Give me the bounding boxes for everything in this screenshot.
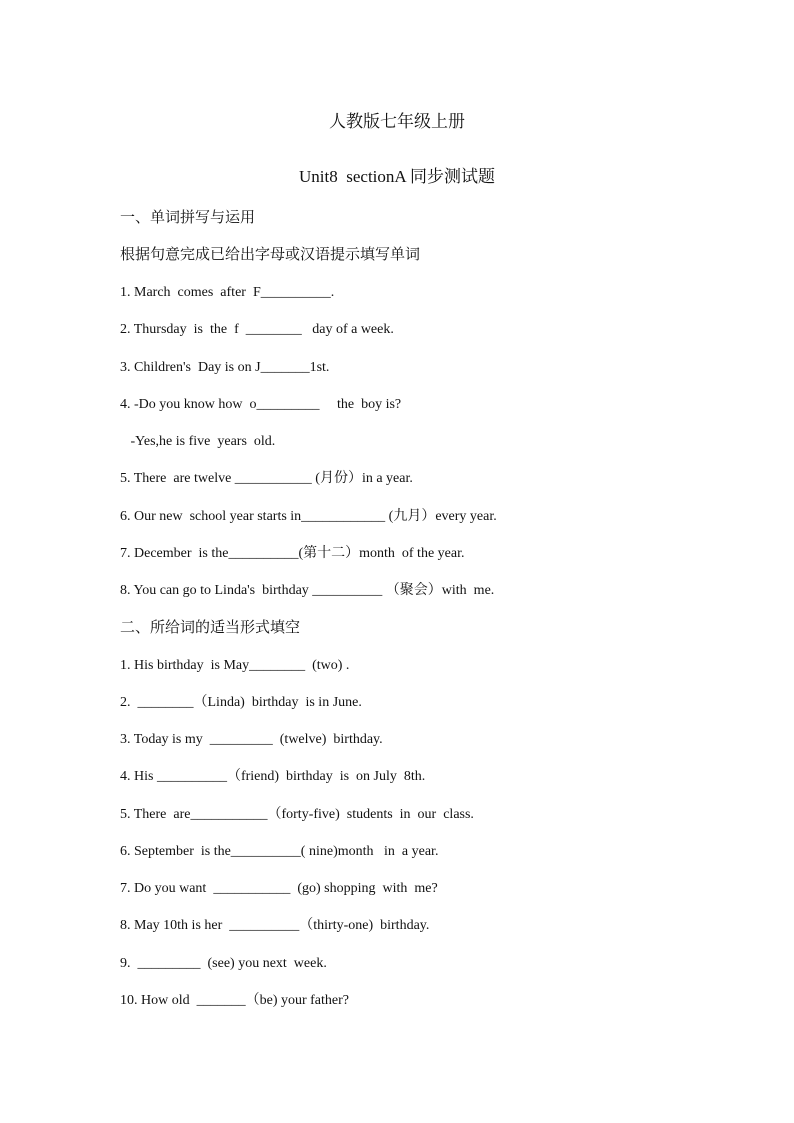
part1-heading: 一、单词拼写与运用 bbox=[120, 210, 256, 226]
part1-instruction: 根据句意完成已给出字母或汉语提示填写单词 bbox=[120, 247, 421, 263]
part1-item: 5. There are twelve ___________ (月份）in a year. bbox=[120, 471, 413, 486]
part2-item: 3. Today is my _________ (twelve) birthday. bbox=[120, 732, 383, 747]
part1-item: 1. March comes after F__________. bbox=[120, 285, 335, 300]
document-subtitle: Unit8 sectionA 同步测试题 bbox=[299, 167, 495, 186]
part1-item: 6. Our new school year starts in____________ (九月）every year. bbox=[120, 509, 497, 524]
part1-item: -Yes,he is five years old. bbox=[120, 434, 276, 449]
part1-item: 3. Children's Day is on J_______1st. bbox=[120, 360, 330, 375]
part1-item: 7. December is the__________(第十二）month of the year. bbox=[120, 546, 465, 561]
part1-item: 4. -Do you know how o_________ the boy is? bbox=[120, 397, 402, 412]
part2-item: 1. His birthday is May________ (two) . bbox=[120, 658, 350, 673]
part2-item: 6. September is the__________( nine)month in a year. bbox=[120, 844, 439, 859]
part2-item: 10. How old _______（be) your father? bbox=[120, 993, 350, 1008]
part2-item: 2. ________（Linda) birthday is in June. bbox=[120, 695, 362, 710]
part2-item: 7. Do you want ___________ (go) shopping with me? bbox=[120, 881, 438, 896]
part2-heading: 二、所给词的适当形式填空 bbox=[120, 620, 301, 636]
part2-item: 8. May 10th is her __________（thirty-one) birthday. bbox=[120, 918, 430, 933]
part1-item: 8. You can go to Linda's birthday __________ （聚会）with me. bbox=[120, 583, 495, 598]
part1-item: 2. Thursday is the f ________ day of a week. bbox=[120, 322, 394, 337]
document-title: 人教版七年级上册 bbox=[329, 112, 465, 131]
part2-item: 5. There are___________（forty-five) students in our class. bbox=[120, 807, 474, 822]
part2-item: 9. _________ (see) you next week. bbox=[120, 956, 327, 971]
part2-item: 4. His __________（friend) birthday is on July 8th. bbox=[120, 769, 426, 784]
